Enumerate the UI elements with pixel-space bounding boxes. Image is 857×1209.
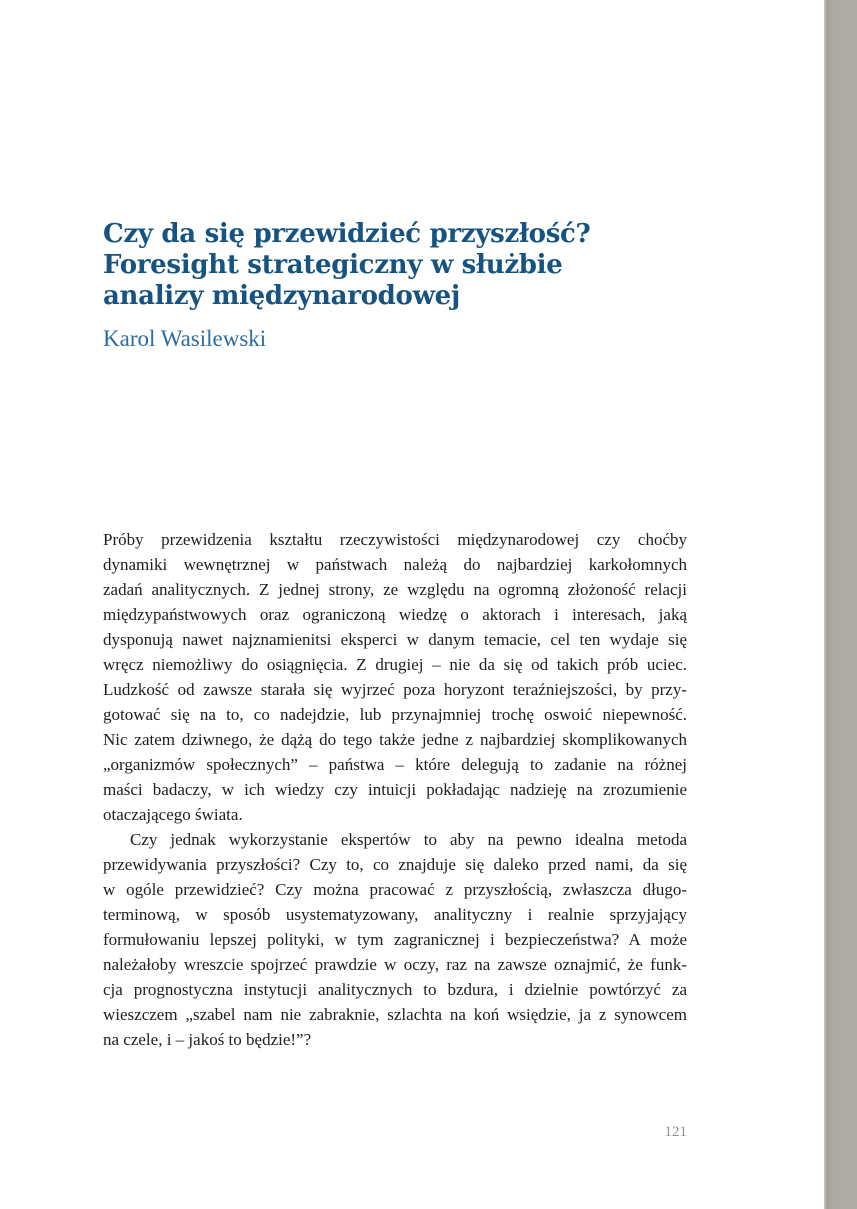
body-text-line: dysponują nawet najznamienitsi eksperci w danym temacie, cel ten wydaje się — [103, 630, 687, 649]
article-title-line: Czy da się przewidzieć przyszłość? — [103, 219, 591, 249]
body-text-line: wieszczem „szabel nam nie zabraknie, szlachta na koń wsiędzie, ja z synowcem — [103, 1005, 687, 1024]
body-text-line: należałoby wreszcie spojrzeć prawdzie w oczy, raz na zawsze oznajmić, że funk- — [103, 955, 687, 974]
body-text-line: otaczającego świata. — [103, 805, 243, 824]
body-text-line: na czele, i – jakoś to będzie!”? — [103, 1030, 312, 1049]
body-text-line: w ogóle przewidzieć? Czy można pracować z przyszłością, zwłaszcza długo- — [103, 880, 687, 899]
article-title — [103, 219, 687, 312]
body-text-line: dynamiki wewnętrznej w państwach należą do najbardziej karkołomnych — [103, 555, 687, 574]
body-text-line: Ludzkość od zawsze starała się wyjrzeć poza horyzont teraźniejszości, by przy- — [103, 680, 687, 699]
body-text-line: cja prognostyczna instytucji analitycznych to bzdura, i dzielnie powtórzyć za — [103, 980, 687, 999]
body-text-line: formułowaniu lepszej polityki, w tym zagranicznej i bezpieczeństwa? A może — [103, 930, 687, 949]
body-text-line: maści badaczy, w ich wiedzy czy intuicji pokładając nadzieję na zrozumienie — [103, 780, 687, 799]
body-text-line: gotować się na to, co nadejdzie, lub przynajmniej trochę oswoić niepewność. — [103, 705, 687, 724]
page-content — [103, 0, 687, 1209]
page-number: 121 — [664, 1124, 687, 1140]
article-title-line: Foresight strategiczny w służbie — [103, 250, 563, 280]
body-text-line: zadań analitycznych. Z jednej strony, ze względu na ogromną złożoność relacji — [103, 580, 687, 599]
body-text-line: wręcz niemożliwy do osiągnięcia. Z drugiej – nie da się od takich prób uciec. — [103, 655, 687, 674]
body-text-line: Próby przewidzenia kształtu rzeczywistości międzynarodowej czy choćby — [103, 530, 687, 549]
page-edge-gutter — [824, 0, 857, 1209]
body-text-line: przewidywania przyszłości? Czy to, co znajduje się daleko przed nami, da się — [103, 855, 687, 874]
body-text-line: terminową, w sposób usystematyzowany, analityczny i realnie sprzyjający — [103, 905, 687, 924]
body-text-line: Nic zatem dziwnego, że dążą do tego także jedne z najbardziej skomplikowanych — [103, 730, 687, 749]
article-title-line: analizy międzynarodowej — [103, 281, 460, 311]
body-text-line: „organizmów społecznych” – państwa – które delegują to zadanie na różnej — [103, 755, 687, 774]
article-body — [103, 527, 687, 1052]
body-text-line: międzypaństwowych oraz ograniczoną wiedzę o aktorach i interesach, jaką — [103, 605, 687, 624]
body-text-line: Czy jednak wykorzystanie ekspertów to aby na pewno idealna metoda — [130, 830, 687, 849]
author-name: Karol Wasilewski — [103, 326, 267, 351]
